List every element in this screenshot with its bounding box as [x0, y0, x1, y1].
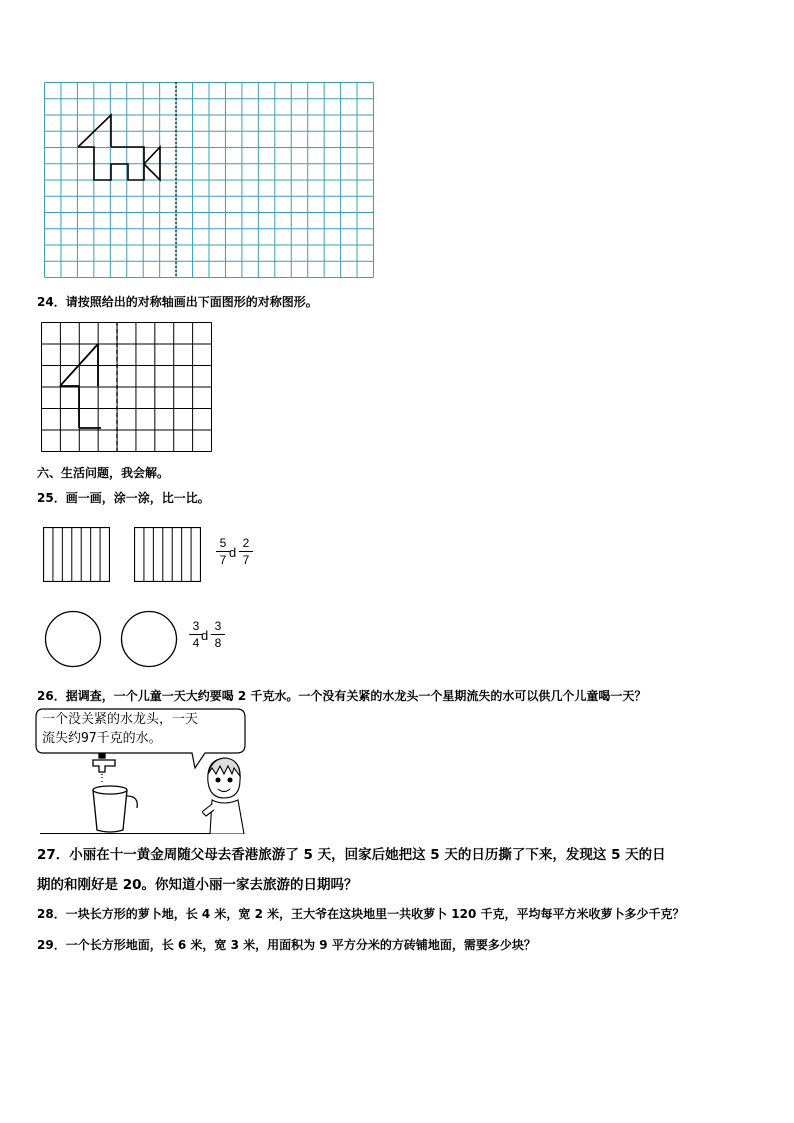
question-24: 24．请按照给出的对称轴画出下面图形的对称图形。 — [37, 295, 318, 309]
grid-lines — [42, 323, 212, 452]
faucet-bucket-illustration — [85, 752, 170, 834]
circle-2 — [120, 610, 178, 668]
bubble-line-1: 一个没关紧的水龙头，一天 — [42, 712, 199, 727]
fraction-3-4: 3 4 — [189, 619, 203, 650]
compare-sign-2: d — [201, 628, 209, 643]
symmetry-grid-large — [44, 82, 374, 278]
question-29: 29．一个长方形地面，长 6 米，宽 3 米，用面积为 9 平方分米的方砖铺地面，需要多少块？ — [37, 938, 536, 952]
fraction-2-7: 2 7 — [239, 536, 253, 567]
fraction-3-8: 3 8 — [211, 619, 225, 650]
question-25: 25．画一画，涂一涂，比一比。 — [37, 491, 210, 505]
question-27-line-1: 27．小丽在十一黄金周随父母去香港旅游了 5 天，回家后她把这 5 天的日历撕了下来，发现这 5 天的日 — [37, 847, 666, 863]
question-28: 28．一块长方形的萝卜地，长 4 米，宽 2 米，王大爷在这块地里一共收萝卜 120 千克，平均每平方米收萝卜多少千克？ — [37, 907, 685, 921]
compare-sign-1: d — [229, 545, 237, 560]
question-26: 26．据调查，一个儿童一天大约要喝 2 千克水。一个没有关紧的水龙头一个星期流失的水可以供几个儿童喝一天？ — [37, 689, 647, 703]
stripe-rect-2 — [134, 527, 201, 582]
given-figure — [60, 344, 101, 428]
symmetry-grid-small — [41, 322, 213, 453]
bubble-line-2: 流失约97千克的水。 — [42, 731, 162, 746]
fraction-5-7: 5 7 — [216, 536, 230, 567]
circle-1 — [44, 610, 102, 668]
boy-illustration — [202, 752, 246, 834]
stripe-rect-1 — [43, 527, 110, 582]
question-27-line-2: 期的和刚好是 20。你知道小丽一家去旅游的日期吗？ — [37, 877, 358, 893]
section-6-heading: 六、生活问题，我会解。 — [37, 466, 170, 480]
